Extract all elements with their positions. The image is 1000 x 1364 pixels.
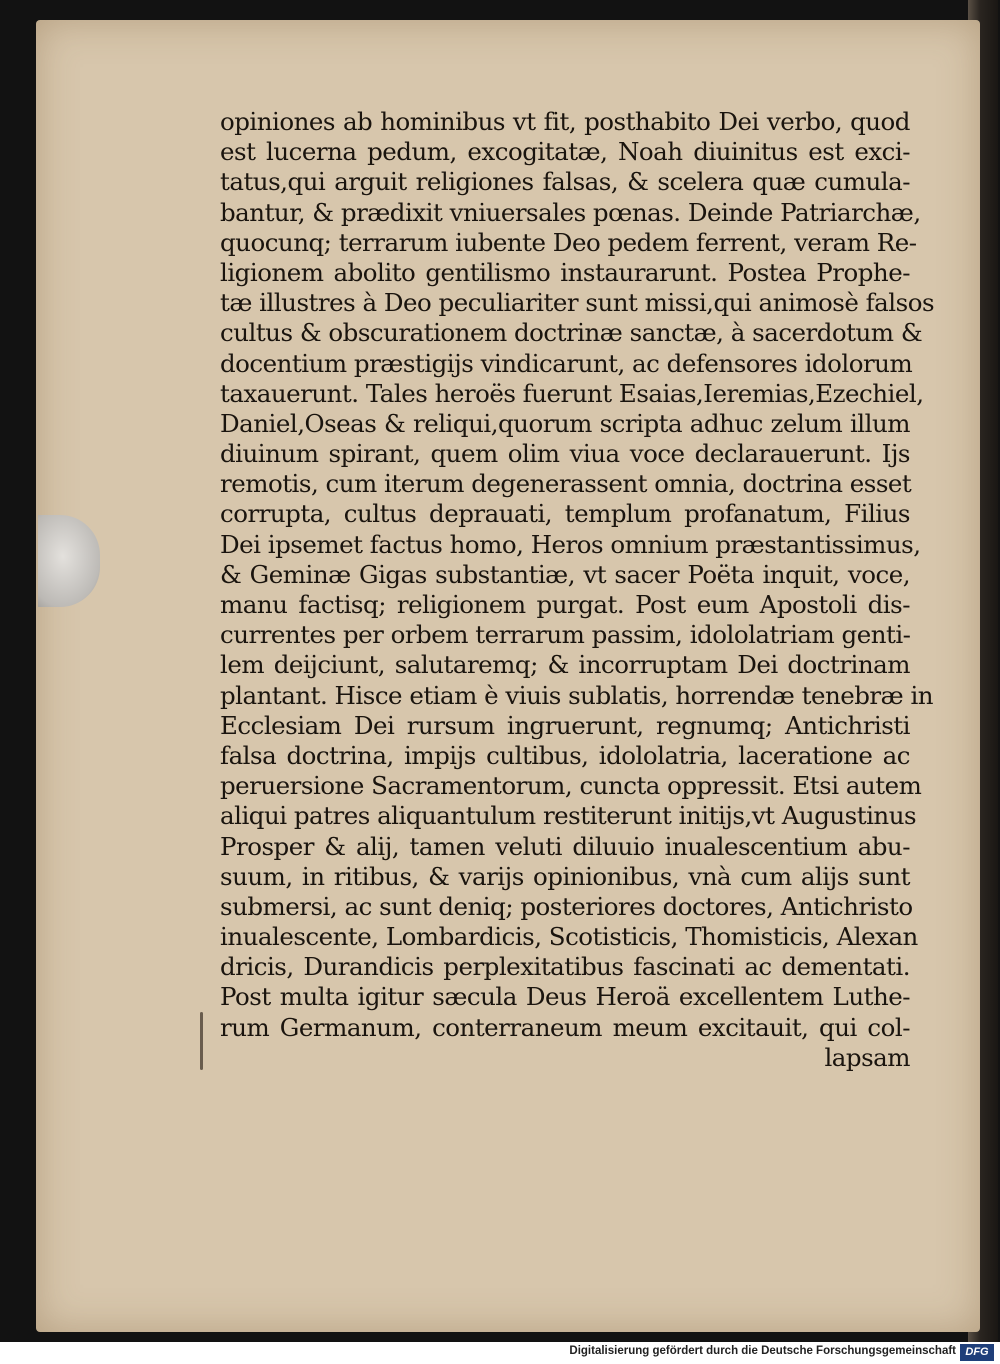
text-line: Ecclesiam Dei rursum ingruerunt, regnumq; Antichristi <box>220 710 910 740</box>
text-line: corrupta, cultus deprauati, templum profanatum, Filius <box>220 499 910 529</box>
text-line: Dei ipsemet factus homo, Heros omnium præstantissimus, <box>220 529 921 559</box>
text-line: Prosper & alij, tamen veluti diluuio inualescentium abu- <box>220 831 910 861</box>
text-line: inualescente, Lombardicis, Scotisticis, Thomisticis, Alexan <box>220 922 918 952</box>
text-line: tæ illustres à Deo peculiariter sunt missi,qui animosè falsos <box>220 288 935 318</box>
text-line: submersi, ac sunt deniq; posteriores doctores, Antichristo <box>220 891 913 921</box>
margin-mark <box>200 1012 203 1070</box>
text-line: peruersione Sacramentorum, cuncta oppressit. Etsi autem <box>220 771 922 801</box>
text-line: bantur, & prædixit vniuersales pœnas. Deinde Patriarchæ, <box>220 197 921 227</box>
footer-credit: Digitalisierung gefördert durch die Deutsche Forschungsgemeinschaft <box>569 1345 956 1357</box>
text-line: taxauerunt. Tales heroës fuerunt Esaias,Ieremias,Ezechiel, <box>220 378 924 408</box>
text-line: currentes per orbem terrarum passim, idololatriam genti- <box>220 620 911 650</box>
text-line: lem deijciunt, salutaremq; & incorruptam Dei doctrinam <box>220 650 910 680</box>
text-line: est lucerna pedum, excogitatæ, Noah diuinitus est exci- <box>220 137 910 167</box>
text-line: docentium præstigijs vindicarunt, ac defensores idolorum <box>220 348 913 378</box>
text-line: tatus,qui arguit religiones falsas, & scelera quæ cumula- <box>220 167 910 197</box>
text-line: cultus & obscurationem doctrinæ sanctæ, à sacerdotum & <box>220 318 923 348</box>
text-line: diuinum spirant, quem olim viua voce declarauerunt. Ijs <box>220 439 910 469</box>
text-line: & Geminæ Gigas substantiæ, vt sacer Poëta inquit, voce, <box>220 559 910 589</box>
text-line: dricis, Durandicis perplexitatibus fascinati ac dementati. <box>220 952 910 982</box>
text-line: falsa doctrina, impijs cultibus, idololatria, laceratione ac <box>220 740 910 770</box>
text-line: rum Germanum, conterraneum meum excitauit, qui col- <box>220 1012 910 1042</box>
text-line: quocunq; terrarum iubente Deo pedem ferrent, veram Re- <box>220 227 917 257</box>
page-body-text <box>220 107 935 1073</box>
text-line: remotis, cum iterum degenerassent omnia, doctrina esset <box>220 469 912 499</box>
text-line: Post multa igitur sæcula Deus Heroä excellentem Luthe- <box>220 982 910 1012</box>
text-line: opiniones ab hominibus vt fit, posthabito Dei verbo, quod <box>220 107 910 136</box>
text-line: suum, in ritibus, & varijs opinionibus, vnà cum alijs sunt <box>220 861 910 891</box>
text-line: Daniel,Oseas & reliqui,quorum scripta adhuc zelum illum <box>220 408 910 438</box>
text-line: ligionem abolito gentilismo instaurarunt. Postea Prophe- <box>220 257 910 287</box>
dfg-logo: DFG <box>960 1344 994 1361</box>
text-line: plantant. Hisce etiam è viuis sublatis, horrendæ tenebræ in <box>220 680 934 710</box>
catchword: lapsam <box>824 1042 910 1072</box>
text-line: manu factisq; religionem purgat. Post eum Apostoli dis- <box>220 590 910 619</box>
text-line: aliqui patres aliquantulum restiterunt initijs,vt Augustinus <box>220 801 917 831</box>
